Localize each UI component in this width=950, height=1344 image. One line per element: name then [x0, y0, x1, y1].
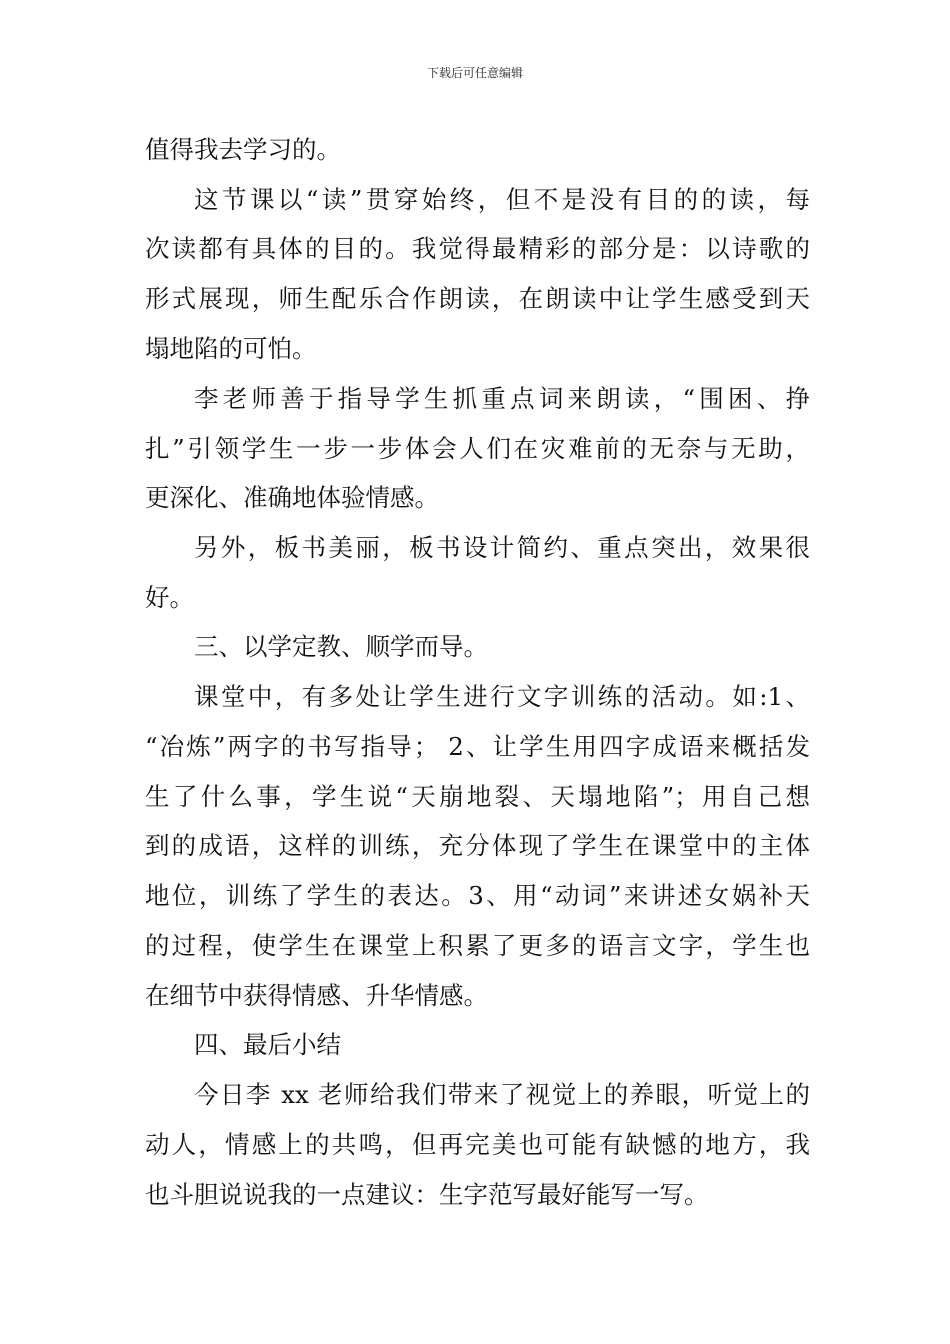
- text-line-20: 今日李 xx 老师给我们带来了视觉上的养眼，听觉上的: [194, 1080, 810, 1109]
- text-line-1: 值得我去学习的。: [145, 135, 341, 164]
- text-line-4: 形式展现，师生配乐合作朗读，在朗读中让学生感受到天: [145, 284, 810, 313]
- text-line-12: 课堂中，有多处让学生进行文字训练的活动。如:1、: [194, 682, 810, 711]
- text-line-13: “冶炼”两字的书写指导； 2、让学生用四字成语来概括发: [145, 732, 810, 761]
- text-line-7: 扎”引领学生一步一步体会人们在灾难前的无奈与无助，: [145, 434, 810, 463]
- text-line-3: 次读都有具体的目的。我觉得最精彩的部分是：以诗歌的: [145, 234, 810, 263]
- text-line-8: 更深化、准确地体验情感。: [145, 483, 439, 512]
- text-line-10: 好。: [145, 583, 194, 612]
- text-line-5: 塌地陷的可怕。: [145, 334, 317, 363]
- text-line-17: 的过程，使学生在课堂上积累了更多的语言文字，学生也: [145, 931, 810, 960]
- section-heading-3: 三、以学定教、顺学而导。: [194, 632, 488, 661]
- text-line-15: 到的成语，这样的训练，充分体现了学生在课堂中的主体: [145, 831, 810, 860]
- text-line-2: 这节课以“读”贯穿始终，但不是没有目的的读，每: [194, 185, 810, 214]
- text-line-18: 在细节中获得情感、升华情感。: [145, 981, 488, 1010]
- text-line-6: 李老师善于指导学生抓重点词来朗读，“围困、挣: [194, 384, 810, 413]
- text-line-22: 也斗胆说说我的一点建议：生字范写最好能写一写。: [145, 1180, 709, 1209]
- page-header: 下载后可任意编辑: [426, 66, 523, 80]
- text-line-16: 地位，训练了学生的表达。3、用“动词”来讲述女娲补天: [145, 881, 810, 910]
- text-line-9: 另外，板书美丽，板书设计简约、重点突出，效果很: [194, 533, 810, 562]
- text-line-21: 动人，情感上的共鸣，但再完美也可能有缺憾的地方，我: [145, 1130, 810, 1159]
- section-heading-4: 四、最后小结: [194, 1030, 341, 1059]
- text-line-14: 生了什么事，学生说“天崩地裂、天塌地陷”；用自己想: [145, 782, 810, 811]
